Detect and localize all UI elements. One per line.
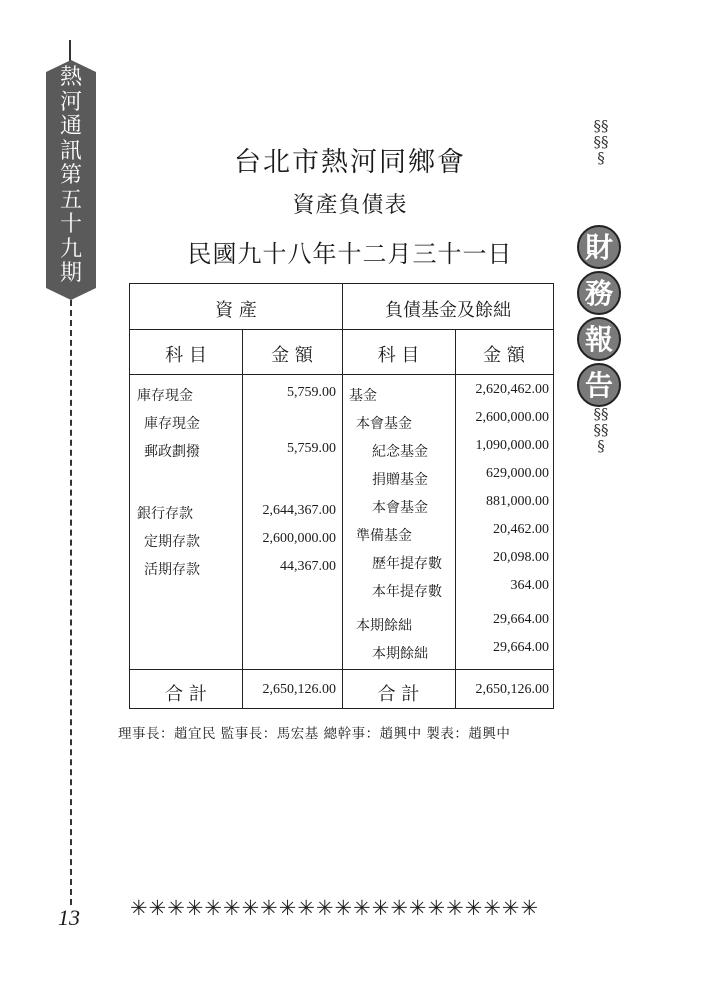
- liabilities-header: 負債基金及餘絀: [385, 300, 511, 321]
- doc-title: 資產負債表: [292, 193, 408, 218]
- liab-label: 本期餘絀: [372, 646, 428, 662]
- asset-amount: 44,367.00: [280, 559, 336, 574]
- liab-total: 2,650,126.00: [475, 682, 549, 697]
- liab-total-label: 合 計: [377, 684, 420, 705]
- signatories: 理事長：趙宜民 監事長：馬宏基 總幹事：趙興中 製表：趙興中: [118, 726, 511, 742]
- liab-amount: 20,098.00: [493, 550, 549, 565]
- liab-amount: 29,664.00: [493, 640, 549, 655]
- page-number: 13: [58, 905, 80, 930]
- liab-amount: 629,000.00: [486, 466, 549, 481]
- issue-title: 熱河通訊第五十九期: [59, 65, 82, 286]
- liab-label: 本年提存數: [372, 584, 442, 600]
- liab-amount: 881,000.00: [486, 494, 549, 509]
- assets-total: 2,650,126.00: [262, 682, 336, 697]
- liab-label: 本會基金: [356, 416, 412, 432]
- liab-amount: 2,600,000.00: [475, 410, 549, 425]
- liab-label: 紀念基金: [372, 444, 428, 460]
- liab-label: 歷年提存數: [372, 556, 442, 572]
- liab-label: 基金: [349, 388, 377, 404]
- liab-amount: 364.00: [510, 578, 549, 593]
- badge-bao: 報: [577, 317, 621, 361]
- balance-sheet-table: [129, 283, 554, 709]
- liab-label: 本會基金: [372, 500, 428, 516]
- spine-tip: [69, 40, 71, 62]
- asset-amount: 5,759.00: [287, 385, 336, 400]
- liab-label: 本期餘絀: [356, 618, 412, 634]
- org-title: 台北市熱河同鄉會: [234, 147, 466, 178]
- badge-gao: 告: [577, 363, 621, 407]
- badge-wu: 務: [577, 271, 621, 315]
- asset-label: 庫存現金: [144, 416, 200, 432]
- liab-label: 捐贈基金: [372, 472, 428, 488]
- col-amount-liab: 金 額: [483, 345, 525, 366]
- asset-amount: 2,644,367.00: [262, 503, 336, 518]
- liab-amount: 20,462.00: [493, 522, 549, 537]
- liab-amount: 2,620,462.00: [475, 382, 549, 397]
- assets-header: 資 產: [215, 300, 257, 321]
- spine-dashed-line: [70, 300, 72, 905]
- asset-label: 庫存現金: [137, 388, 193, 404]
- section-marks-top: §§§§§: [593, 117, 609, 167]
- ornament-row: ✳✳✳✳✳✳✳✳✳✳✳✳✳✳✳✳✳✳✳✳✳✳: [130, 896, 540, 920]
- asset-label: 郵政劃撥: [144, 444, 200, 460]
- col-amount-assets: 金 額: [271, 345, 313, 366]
- asset-label: 活期存款: [144, 562, 200, 578]
- col-item-assets: 科 目: [165, 345, 207, 366]
- liab-amount: 1,090,000.00: [475, 438, 549, 453]
- asset-label: 銀行存款: [137, 506, 193, 522]
- col-item-liab: 科 目: [377, 345, 420, 366]
- section-marks-bottom: §§§§§: [593, 405, 609, 455]
- asset-amount: 5,759.00: [287, 441, 336, 456]
- assets-total-label: 合 計: [165, 684, 207, 705]
- asset-amount: 2,600,000.00: [262, 531, 336, 546]
- date-title: 民國九十八年十二月三十一日: [187, 240, 513, 268]
- liab-label: 準備基金: [356, 528, 412, 544]
- asset-label: 定期存款: [144, 534, 200, 550]
- badge-cai: 財: [577, 225, 621, 269]
- liab-amount: 29,664.00: [493, 612, 549, 627]
